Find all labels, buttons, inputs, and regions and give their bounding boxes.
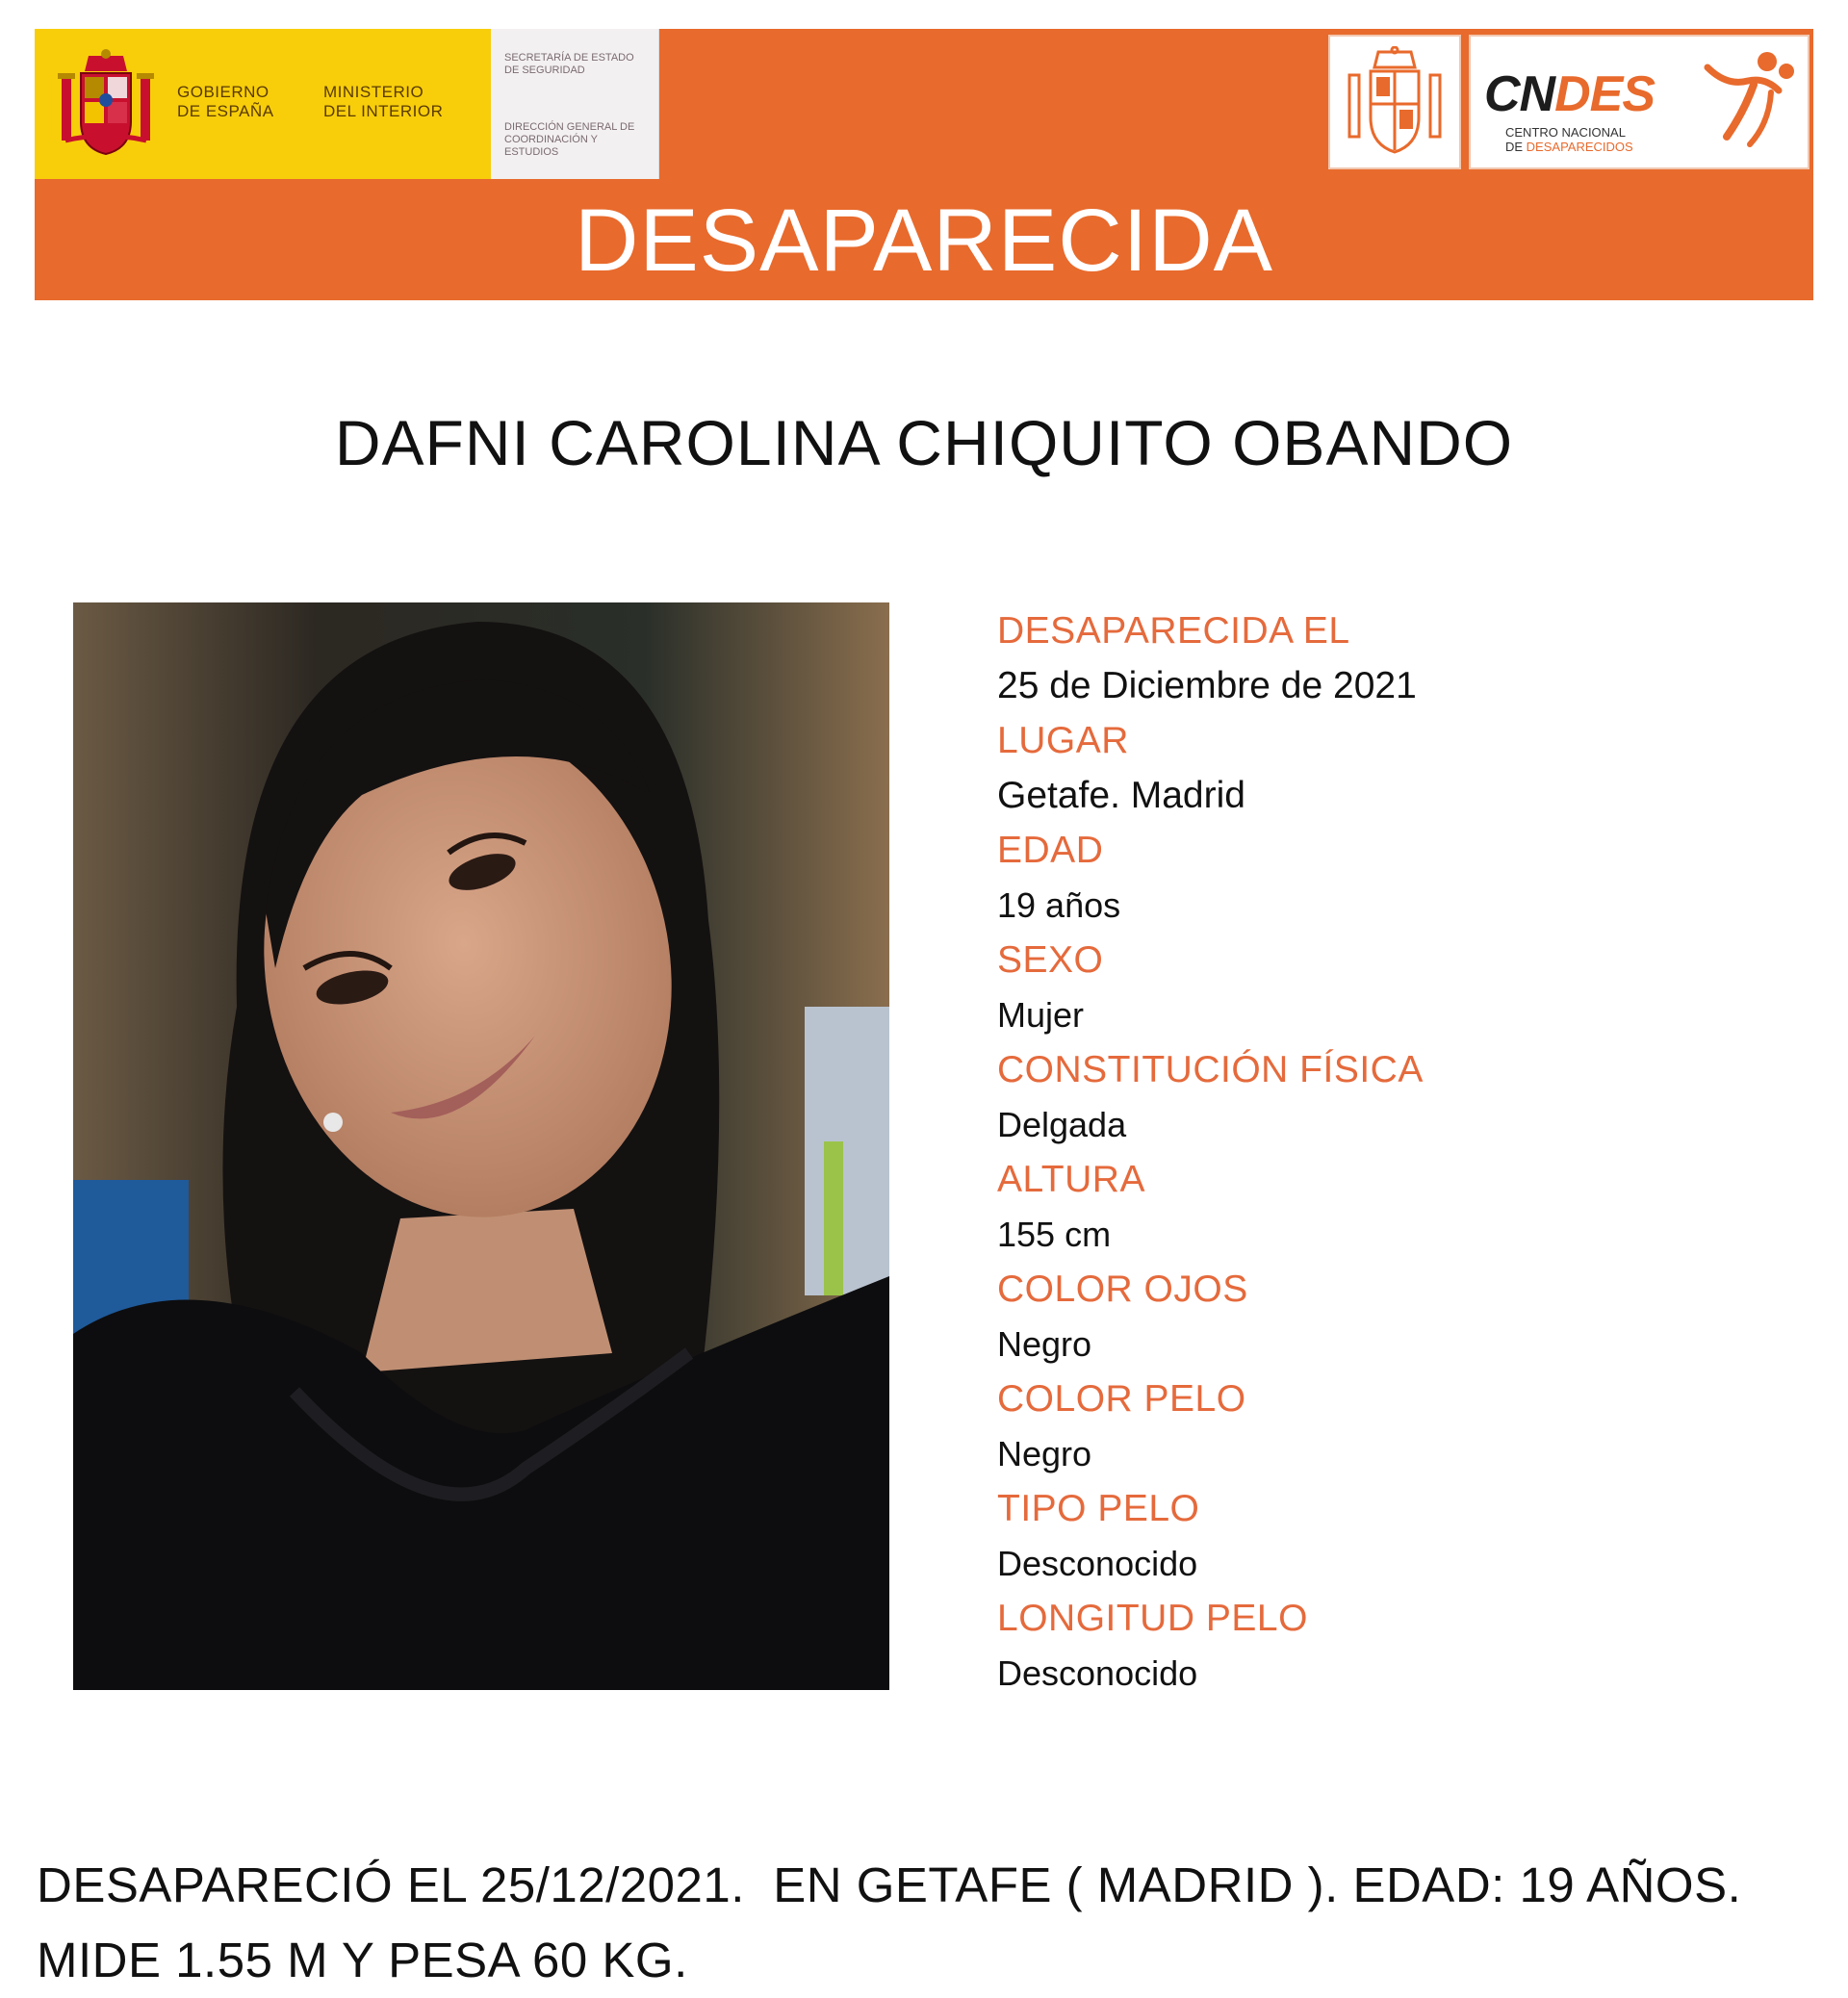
color-ojos-value: Negro [997,1324,1092,1364]
sexo-label: SEXO [997,939,1104,981]
summary-line-2: MIDE 1.55 M Y PESA 60 KG. [37,1933,688,1987]
portrait-image [73,602,889,1690]
cndes-figures-icon [1698,48,1798,156]
direccion-general-text: DIRECCIÓN GENERAL DE COORDINACIÓN Y ESTUDIOS [504,121,635,158]
fecha-label: DESAPARECIDA EL [997,610,1350,652]
color-pelo-value: Negro [997,1434,1092,1473]
cndes-subtitle-line1: CENTRO NACIONAL [1505,125,1626,140]
constitucion-label: CONSTITUCIÓN FÍSICA [997,1049,1424,1090]
banner-title: DESAPARECIDA [574,192,1274,290]
spain-shield-badge [1328,35,1461,169]
tipo-pelo-value: Desconocido [997,1544,1198,1583]
cndes-cn-text: CN [1484,66,1555,122]
longitud-pelo-value: Desconocido [997,1653,1198,1693]
constitucion-value: Delgada [997,1105,1127,1144]
person-photo [73,602,889,1690]
summary-line-1: DESAPARECIÓ EL 25/12/2021. EN GETAFE ( MADRID ). EDAD: 19 AÑOS. [37,1857,1742,1912]
gobierno-logo-block [35,29,491,179]
details-panel [997,604,1786,1702]
altura-value: 155 cm [997,1215,1112,1254]
color-pelo-label: COLOR PELO [997,1378,1246,1420]
altura-label: ALTURA [997,1159,1145,1200]
edad-label: EDAD [997,830,1104,871]
cndes-subtitle [1505,125,1633,154]
cndes-des-text: DES [1554,66,1656,122]
secretaria-text: SECRETARÍA DE ESTADO DE SEGURIDAD [504,52,634,76]
tipo-pelo-label: TIPO PELO [997,1488,1200,1529]
cndes-wordmark [1484,66,1656,122]
spain-coat-of-arms-icon [56,48,156,160]
cndes-subtitle-line2 [1505,140,1633,154]
cndes-logo [1469,35,1810,169]
color-ojos-label: COLOR OJOS [997,1268,1248,1310]
secretaria-block [491,29,659,179]
lugar-label: LUGAR [997,720,1129,761]
edad-value: 19 años [997,885,1121,925]
gobierno-espana-text: GOBIERNO DE ESPAÑA [177,83,274,120]
summary-text [37,1848,1817,1998]
person-name: DAFNI CAROLINA CHIQUITO OBANDO [334,407,1514,478]
longitud-pelo-label: LONGITUD PELO [997,1598,1308,1639]
lugar-value: Getafe. Madrid [997,775,1245,816]
ministerio-interior-text: MINISTERIO DEL INTERIOR [323,83,444,120]
spain-shield-outline-icon [1344,46,1446,158]
header-banner [35,29,1813,300]
fecha-value: 25 de Diciembre de 2021 [997,665,1417,706]
sexo-value: Mujer [997,995,1085,1035]
cndes-subtitle-prefix: DE [1505,140,1527,154]
cndes-subtitle-accent: DESAPARECIDOS [1526,140,1633,154]
